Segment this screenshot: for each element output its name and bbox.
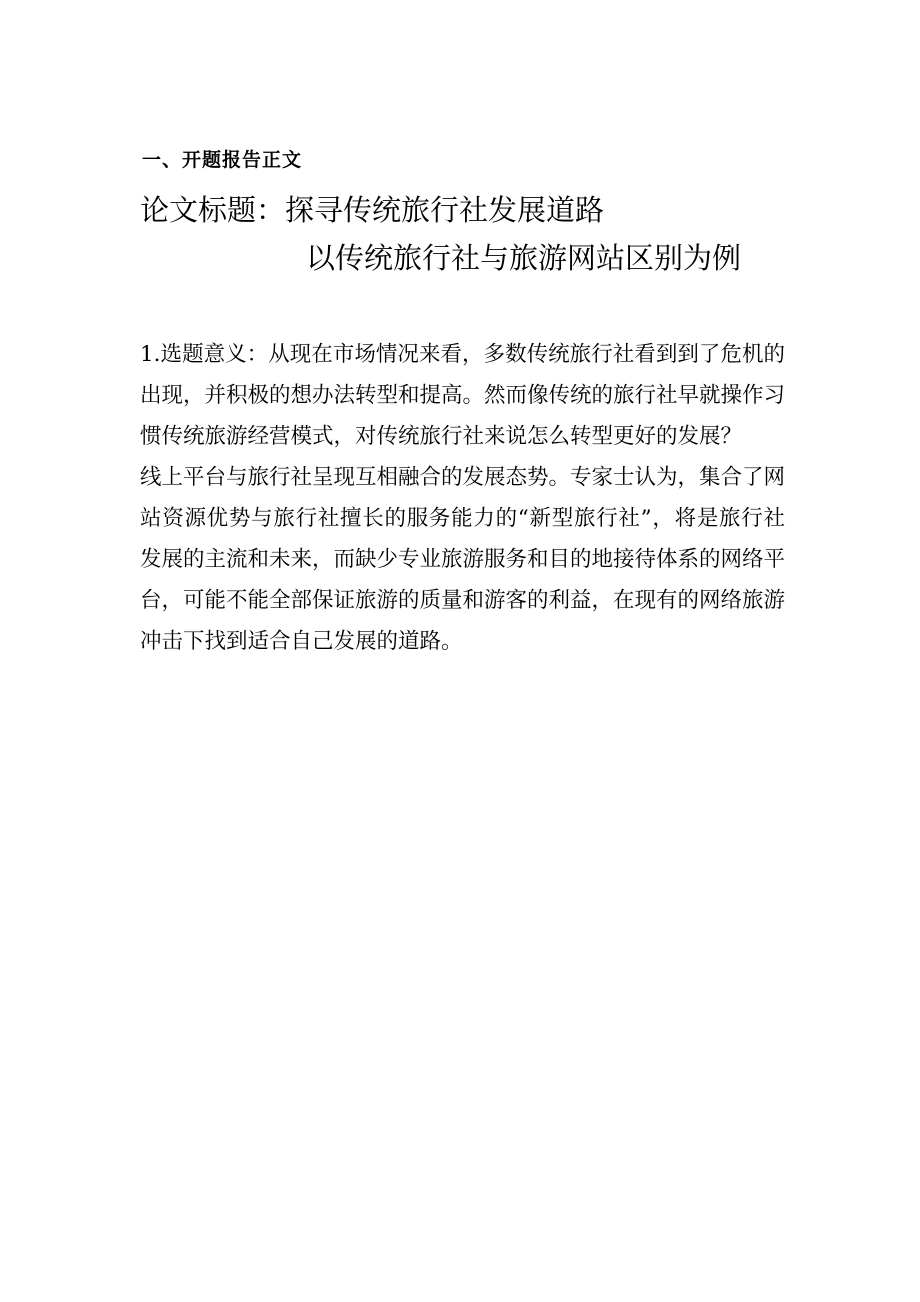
body-line: 出现，并积极的想办法转型和提高。然而像传统的旅行社早就操作习 — [140, 383, 786, 408]
body-line: 惯传统旅游经营模式，对传统旅行社来说怎么转型更好的发展？ — [140, 424, 743, 449]
body-paragraph — [140, 334, 785, 662]
body-line: 冲击下找到适合自己发展的道路。 — [140, 629, 463, 654]
thesis-title: 论文标题：探寻传统旅行社发展道路 — [140, 193, 605, 227]
body-line: 站资源优势与旅行社擅长的服务能力的“新型旅行社”，将是旅行社 — [140, 506, 785, 531]
section-heading: 一、开题报告正文 — [142, 149, 303, 171]
body-line: 线上平台与旅行社呈现互相融合的发展态势。专家士认为，集合了网 — [140, 465, 786, 490]
body-line: 1.选题意义：从现在市场情况来看，多数传统旅行社看到到了危机的 — [140, 342, 785, 367]
body-line: 台，可能不能全部保证旅游的质量和游客的利益，在现有的网络旅游 — [140, 588, 786, 613]
body-line: 发展的主流和未来，而缺少专业旅游服务和目的地接待体系的网络平 — [140, 547, 786, 572]
thesis-subtitle: 以传统旅行社与旅游网站区别为例 — [306, 241, 742, 275]
